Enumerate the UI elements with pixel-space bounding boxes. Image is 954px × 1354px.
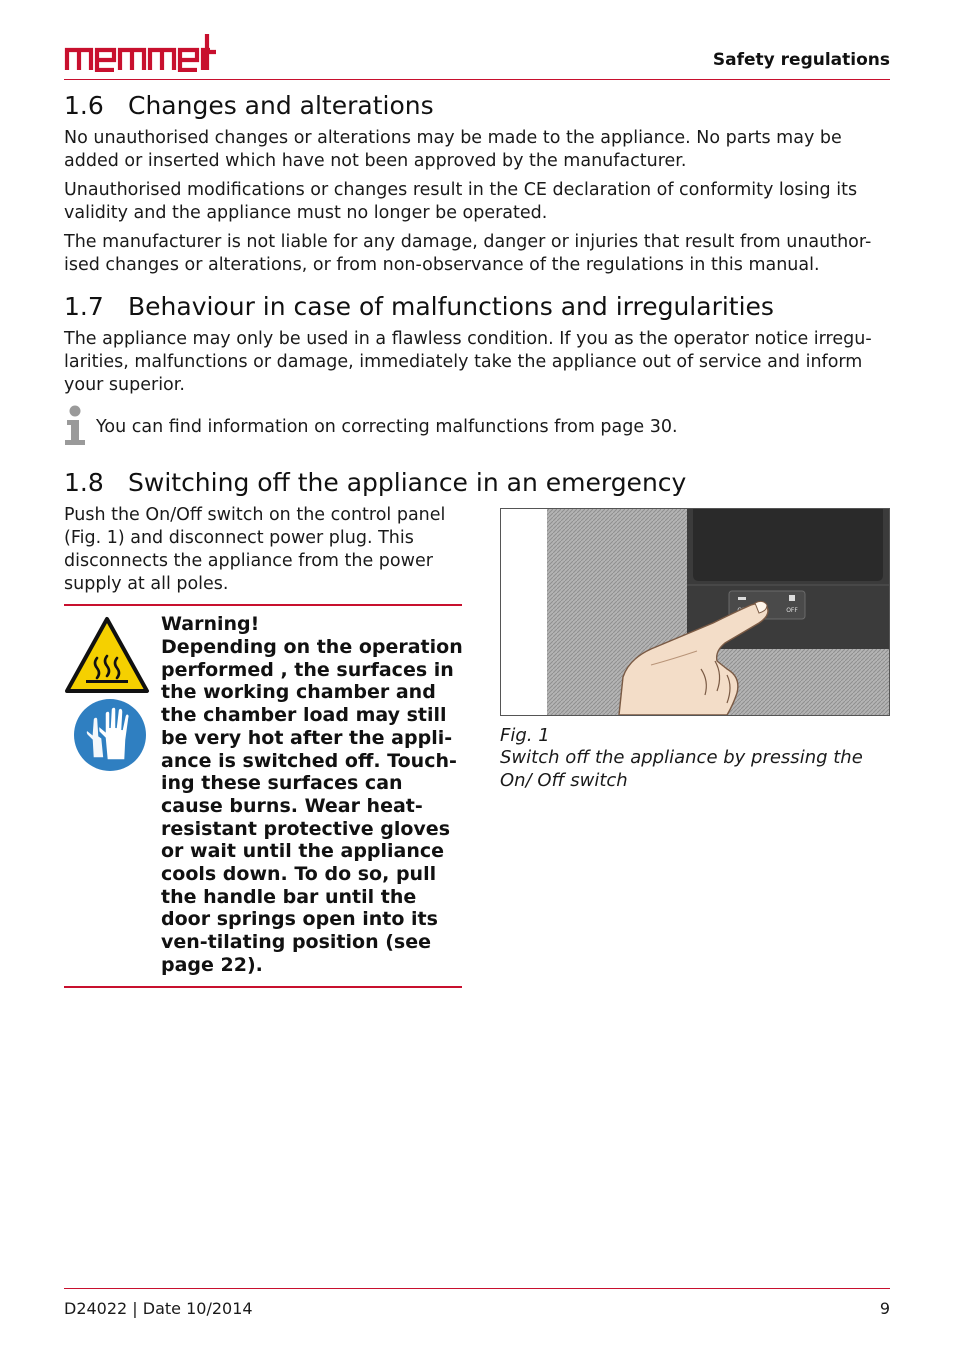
paragraph: The manufacturer is not liable for any damage, danger or injuries that result from unauthor-ised changes or alterations, or from non-observance of the regulations in this manual. (64, 232, 872, 275)
figure-caption: Switch off the appliance by pressing the On/ Off switch (500, 747, 863, 791)
section-heading-1-6: 1.6 Changes and alterations (64, 91, 434, 120)
warning-divider-bottom (64, 986, 462, 988)
memmert-logo (64, 32, 216, 72)
footer-document-id: D24022 | Date 10/2014 (64, 1299, 253, 1318)
hot-surface-warning-icon (64, 616, 150, 694)
figure-image (500, 508, 890, 716)
figure-label: Fig. 1 (500, 725, 550, 746)
footer-divider (64, 1288, 890, 1289)
info-note: You can find information on correcting malfunctions from page 30. (96, 417, 678, 437)
header-divider (64, 79, 890, 80)
paragraph: Push the On/Off switch on the control panel (Fig. 1) and disconnect power plug. This disconnects the appliance from the power supply at all poles. (64, 505, 446, 594)
header-section-title: Safety regulations (712, 50, 890, 70)
info-icon (64, 405, 88, 445)
page-number: 9 (879, 1299, 890, 1318)
wear-gloves-icon (73, 698, 147, 772)
panel-off-label: OFF (786, 607, 798, 614)
section-heading-1-7: 1.7 Behaviour in case of malfunctions and irregularities (64, 292, 774, 321)
warning-text: Depending on the operation performed , the surfaces in the working chamber and the chamber load may still be very hot after the appli-ance is switched off. Touch-ing these surfaces can cause burns. Wear heat-resistant protective gloves or wait until the appliance cools down. To do so, pull the handle bar until the door springs open into its ven-tilating position (see page 22). (161, 636, 463, 976)
warning-title: Warning! (161, 613, 260, 635)
section-heading-1-8: 1.8 Switching off the appliance in an emergency (64, 468, 687, 497)
warning-divider-top (64, 604, 462, 606)
paragraph: No unauthorised changes or alterations may be made to the appliance. No parts may be added or inserted which have not been approved by the manufacturer. (64, 128, 842, 171)
paragraph: Unauthorised modifications or changes result in the CE declaration of conformity losing its validity and the appliance must no longer be operated. (64, 180, 858, 223)
paragraph: The appliance may only be used in a flawless condition. If you as the operator notice irregu-larities, malfunctions or damage, immediately take the appliance out of service and inform your superior. (64, 329, 872, 395)
appliance-control-panel-illustration (501, 509, 889, 715)
